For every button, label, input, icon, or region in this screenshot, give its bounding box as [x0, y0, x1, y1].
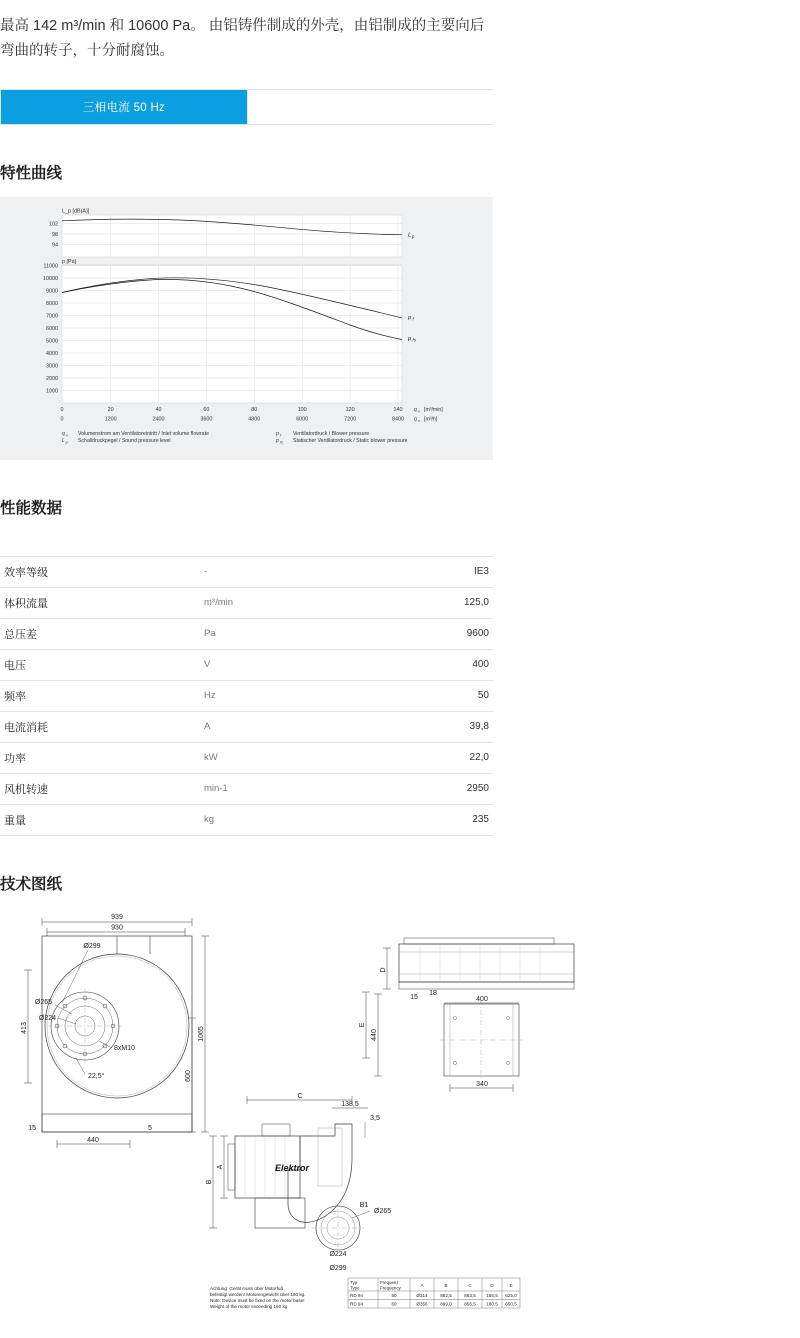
td-a-2: Ø356 — [416, 1301, 428, 1307]
top-view — [359, 938, 574, 1092]
row-value: 235 — [380, 804, 493, 835]
row-value: 50 — [380, 680, 493, 711]
dim-35: 3,5 — [370, 1114, 380, 1122]
drawing-note — [210, 1286, 306, 1309]
td-b-2: 899,0 — [440, 1301, 452, 1307]
row-unit: kW — [200, 742, 380, 773]
chart-panel-sound — [49, 208, 415, 257]
svg-text:10000: 10000 — [43, 275, 58, 282]
row-unit: - — [200, 556, 380, 587]
dim-5: 5 — [148, 1124, 152, 1132]
svg-text:7000: 7000 — [46, 313, 58, 320]
th-frequenz: Frequenz — [380, 1279, 399, 1285]
note-de-1: Achtung: Gerät muss über Motorfuß — [210, 1285, 284, 1291]
svg-text:40: 40 — [155, 406, 162, 413]
header-name — [0, 532, 200, 557]
th-E: E — [509, 1282, 513, 1288]
td-a-1: Ø314 — [416, 1292, 428, 1298]
svg-text:L: L — [62, 437, 65, 444]
dim-angle: 22,5° — [88, 1072, 105, 1080]
row-unit: A — [200, 711, 380, 742]
dimension-table — [348, 1278, 520, 1308]
row-value: 9600 — [380, 618, 493, 649]
td-e-2: 650,5 — [505, 1301, 517, 1307]
dim-E: E — [359, 1022, 366, 1028]
svg-text:p: p — [408, 314, 412, 321]
svg-text:8000: 8000 — [46, 300, 58, 307]
row-value: 39,8 — [380, 711, 493, 742]
svg-text:4800: 4800 — [248, 416, 261, 423]
th-A: A — [420, 1282, 424, 1288]
table-row — [0, 649, 493, 680]
characteristic-curve-panel — [0, 197, 493, 460]
svg-text:3000: 3000 — [46, 363, 58, 370]
dim-d224-side: Ø224 — [329, 1250, 347, 1258]
td-type-2: RD 94 — [350, 1301, 364, 1307]
dim-d265: Ø265 — [34, 998, 52, 1006]
side-view — [206, 1093, 391, 1272]
svg-text:q: q — [414, 406, 417, 413]
svg-text:7200: 7200 — [344, 416, 357, 423]
th-C: C — [468, 1282, 472, 1288]
dim-d299: Ø299 — [83, 942, 101, 950]
dim-d224: Ø224 — [38, 1014, 56, 1022]
svg-text:100: 100 — [297, 406, 307, 413]
dim-413: 413 — [21, 1021, 28, 1034]
svg-text:p: p — [65, 439, 68, 445]
dim-8xm10: 8xM10 — [114, 1044, 136, 1052]
svg-text:f: f — [280, 432, 282, 438]
section-title-performance: 性能数据 — [0, 499, 63, 517]
chart-xaxis — [61, 407, 444, 423]
dim-939: 939 — [111, 913, 123, 921]
row-value: 2950 — [380, 773, 493, 804]
svg-text:9000: 9000 — [46, 288, 58, 295]
svg-text:fs: fs — [280, 439, 284, 445]
variant-tabbar — [0, 89, 493, 125]
note-en-2: Weight of the motor exceeding 160 kg — [210, 1303, 288, 1309]
row-value: IE3 — [380, 556, 493, 587]
svg-text:Volumenstrom am Ventilatoreint: Volumenstrom am Ventilatoreintritt / Inlet volume flowrate — [78, 430, 209, 437]
tab-secondary[interactable] — [247, 90, 493, 124]
svg-text:102: 102 — [49, 221, 58, 228]
table-row — [0, 556, 493, 587]
td-type-1: RD 94 — [350, 1292, 364, 1298]
svg-text:L_p [dB(A)]: L_p [dB(A)] — [62, 208, 90, 215]
row-unit: min-1 — [200, 773, 380, 804]
table-row — [0, 680, 493, 711]
svg-text:2400: 2400 — [152, 416, 165, 423]
svg-text:p [Pa]: p [Pa] — [62, 258, 77, 265]
table-row — [0, 711, 493, 742]
dim-15-top: 15 — [410, 993, 418, 1001]
svg-text:20: 20 — [107, 406, 114, 413]
svg-text:11000: 11000 — [43, 263, 58, 270]
tab-label: 三相电流 50 Hz — [82, 101, 166, 114]
td-d-1: 155,5 — [486, 1292, 498, 1298]
row-label: 风机转速 — [0, 773, 200, 804]
dim-B1: B1 — [359, 1201, 369, 1209]
row-unit: m³/min — [200, 587, 380, 618]
th-B: B — [444, 1282, 448, 1288]
dim-d299-side: Ø299 — [329, 1264, 347, 1272]
table-row — [0, 773, 493, 804]
chart-area — [10, 207, 483, 452]
row-label: 功率 — [0, 742, 200, 773]
row-value: 125,0 — [380, 587, 493, 618]
product-description: 最高 142 m³/min 和 10600 Pa。 由铝铸件制成的外壳，由铝制成的主要向后弯曲的转子，十分耐腐蚀。 — [0, 18, 485, 60]
svg-text:Statischer Ventilatordruck / S: Statischer Ventilatordruck / Static blower pressure — [293, 437, 408, 444]
svg-text:q: q — [62, 430, 65, 437]
svg-text:6000: 6000 — [296, 416, 309, 423]
table-row — [0, 742, 493, 773]
brand-label: Elektror — [275, 1162, 310, 1173]
row-value: 400 — [380, 649, 493, 680]
svg-text:98: 98 — [52, 231, 58, 238]
svg-text:v: v — [418, 417, 420, 423]
dim-15-front: 15 — [28, 1124, 36, 1132]
header-model — [380, 532, 493, 557]
dim-18-top: 18 — [429, 989, 437, 997]
svg-text:Ventilatordruck / Blower press: Ventilatordruck / Blower pressure — [293, 430, 370, 437]
svg-text:[m³/min]: [m³/min] — [424, 406, 443, 413]
svg-text:v: v — [418, 408, 420, 414]
table-row — [0, 618, 493, 649]
dim-340: 340 — [476, 1080, 488, 1088]
svg-text:4000: 4000 — [46, 350, 58, 357]
table-row — [0, 804, 493, 835]
dim-600: 600 — [185, 1069, 192, 1082]
row-unit: Hz — [200, 680, 380, 711]
svg-text:fs: fs — [412, 337, 416, 343]
dim-440-top: 440 — [371, 1028, 378, 1041]
row-value: 22,0 — [380, 742, 493, 773]
th-typ: Typ — [350, 1279, 358, 1285]
th-D: D — [490, 1282, 494, 1288]
tab-three-phase-50hz[interactable] — [1, 90, 247, 124]
dim-B: B — [206, 1179, 213, 1185]
row-label: 效率等级 — [0, 556, 200, 587]
dim-400: 400 — [476, 995, 488, 1003]
svg-text:p: p — [412, 233, 415, 239]
performance-table — [0, 532, 493, 836]
note-de-2: befestigt werden! Motorengewicht über 160 kg. — [210, 1291, 306, 1297]
row-label: 电流消耗 — [0, 711, 200, 742]
svg-text:p: p — [276, 437, 279, 444]
row-unit: kg — [200, 804, 380, 835]
svg-text:2000: 2000 — [46, 375, 58, 382]
section-title-curves: 特性曲线 — [0, 164, 63, 182]
dim-A: A — [217, 1164, 224, 1170]
svg-text:5000: 5000 — [46, 338, 58, 345]
svg-text:f: f — [412, 316, 414, 322]
svg-text:Schalldruckpegel / Sound press: Schalldruckpegel / Sound pressure level — [78, 437, 171, 444]
td-e-1: 625,0 — [505, 1292, 517, 1298]
svg-text:L: L — [408, 232, 412, 239]
front-view — [21, 914, 209, 1148]
row-label: 频率 — [0, 680, 200, 711]
svg-text:p: p — [408, 335, 412, 342]
th-frequency: Frequency — [380, 1285, 401, 1291]
svg-text:94: 94 — [52, 242, 58, 249]
dim-C: C — [297, 1092, 303, 1100]
svg-text:q: q — [414, 416, 417, 423]
row-label: 总压差 — [0, 618, 200, 649]
performance-chart — [10, 207, 483, 452]
header-unit — [200, 532, 380, 557]
table-row — [0, 587, 493, 618]
dim-440-front: 440 — [87, 1136, 99, 1144]
td-freq-2: 60 — [391, 1301, 397, 1307]
svg-text:v: v — [66, 432, 68, 438]
svg-text:120: 120 — [345, 406, 355, 413]
svg-text:80: 80 — [251, 406, 258, 413]
svg-text:6000: 6000 — [46, 325, 58, 332]
dim-930: 930 — [111, 924, 123, 932]
row-label: 体积流量 — [0, 587, 200, 618]
dim-1065: 1065 — [198, 1025, 205, 1042]
row-label: 重量 — [0, 804, 200, 835]
td-d-2: 180,5 — [486, 1301, 498, 1307]
svg-text:60: 60 — [203, 406, 210, 413]
svg-text:1200: 1200 — [104, 416, 117, 423]
svg-text:[m³/h]: [m³/h] — [424, 416, 438, 423]
td-freq-1: 50 — [391, 1292, 397, 1298]
note-en-1: Note: Device must be fixed on the motor base! — [210, 1297, 305, 1303]
chart-legend — [62, 431, 408, 444]
td-b-1: 852,5 — [440, 1292, 452, 1298]
th-type: Type — [350, 1285, 360, 1291]
svg-text:p: p — [276, 430, 279, 437]
row-label: 电压 — [0, 649, 200, 680]
svg-text:0: 0 — [60, 416, 64, 423]
svg-text:0: 0 — [60, 406, 64, 413]
drawing-svg — [0, 908, 800, 1318]
svg-text:1000: 1000 — [46, 388, 58, 395]
table-header-row — [0, 532, 493, 557]
row-unit: V — [200, 649, 380, 680]
row-unit: Pa — [200, 618, 380, 649]
technical-drawing — [0, 908, 800, 1318]
dim-d265-side: Ø265 — [374, 1207, 392, 1215]
td-c-2: 856,5 — [464, 1301, 476, 1307]
section-title-drawing: 技术图纸 — [0, 875, 63, 893]
svg-text:8400: 8400 — [392, 416, 404, 423]
dim-D: D — [380, 967, 387, 973]
svg-text:3600: 3600 — [200, 416, 213, 423]
svg-text:140: 140 — [393, 406, 403, 413]
dim-1385: 138,5 — [341, 1100, 359, 1108]
td-c-1: 853,5 — [464, 1292, 476, 1298]
chart-panel-pressure — [43, 259, 417, 403]
